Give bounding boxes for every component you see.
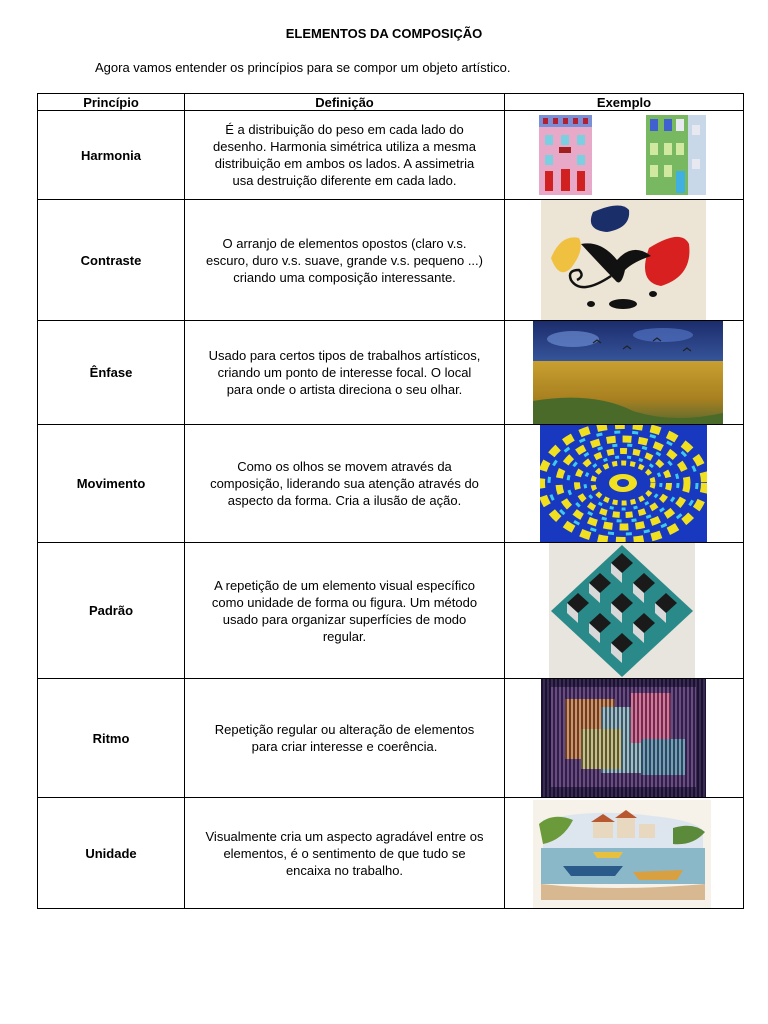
definition-cell: Usado para certos tipos de trabalhos artísticos, criando um ponto de interesse focal. O local para onde o artista direciona o seu olhar. (185, 321, 505, 425)
header-definition: Definição (185, 94, 505, 111)
principle-cell: Ritmo (38, 679, 185, 798)
table-row (38, 543, 744, 679)
harmonia-building-left-image (539, 115, 592, 195)
table-row (38, 425, 744, 543)
contraste-abstract-image (541, 200, 706, 320)
principle-cell: Movimento (38, 425, 185, 543)
unidade-boats-image (533, 800, 711, 908)
principle-cell: Padrão (38, 543, 185, 679)
header-principle: Princípio (38, 94, 185, 111)
table-row (38, 200, 744, 321)
table-row (38, 798, 744, 909)
padrao-cubes-image (549, 543, 695, 678)
table-row (38, 679, 744, 798)
definition-cell: É a distribuição do peso em cada lado do desenho. Harmonia simétrica utiliza a mesma distribuição em ambos os lados. A assimetria usa destruição diferente em cada lado. (185, 111, 505, 200)
principle-cell: Contraste (38, 200, 185, 321)
example-cell (505, 200, 744, 321)
example-cell (505, 111, 744, 200)
definition-cell: Visualmente cria um aspecto agradável entre os elementos, é o sentimento de que tudo se encaixa no trabalho. (185, 798, 505, 909)
principle-cell: Ênfase (38, 321, 185, 425)
principle-cell: Harmonia (38, 111, 185, 200)
definition-cell: Como os olhos se movem através da composição, liderando sua atenção através do aspecto da forma. Cria a ilusão de ação. (185, 425, 505, 543)
example-cell (505, 543, 744, 679)
intro-text: Agora vamos entender os princípios para se compor um objeto artístico. (95, 60, 511, 75)
ritmo-stripes-image (541, 679, 706, 797)
table-header-row (38, 94, 744, 111)
example-cell (505, 425, 744, 543)
harmonia-building-right-image (646, 115, 706, 195)
table-row (38, 111, 744, 200)
example-cell (505, 321, 744, 425)
page-title: ELEMENTOS DA COMPOSIÇÃO (285, 26, 483, 41)
example-cell (505, 679, 744, 798)
definition-cell: O arranjo de elementos opostos (claro v.s. escuro, duro v.s. suave, grande v.s. pequeno ...) criando uma composição interessante. (185, 200, 505, 321)
definition-cell: Repetição regular ou alteração de elementos para criar interesse e coerência. (185, 679, 505, 798)
header-example: Exemplo (505, 94, 744, 111)
table-row (38, 321, 744, 425)
enfase-wheatfield-image (533, 321, 723, 424)
example-cell (505, 798, 744, 909)
definition-cell: A repetição de um elemento visual específico como unidade de forma ou figura. Um método usado para organizar superfícies de modo regular. (185, 543, 505, 679)
principle-cell: Unidade (38, 798, 185, 909)
composition-table (37, 93, 744, 909)
movimento-spiral-image (540, 425, 707, 542)
